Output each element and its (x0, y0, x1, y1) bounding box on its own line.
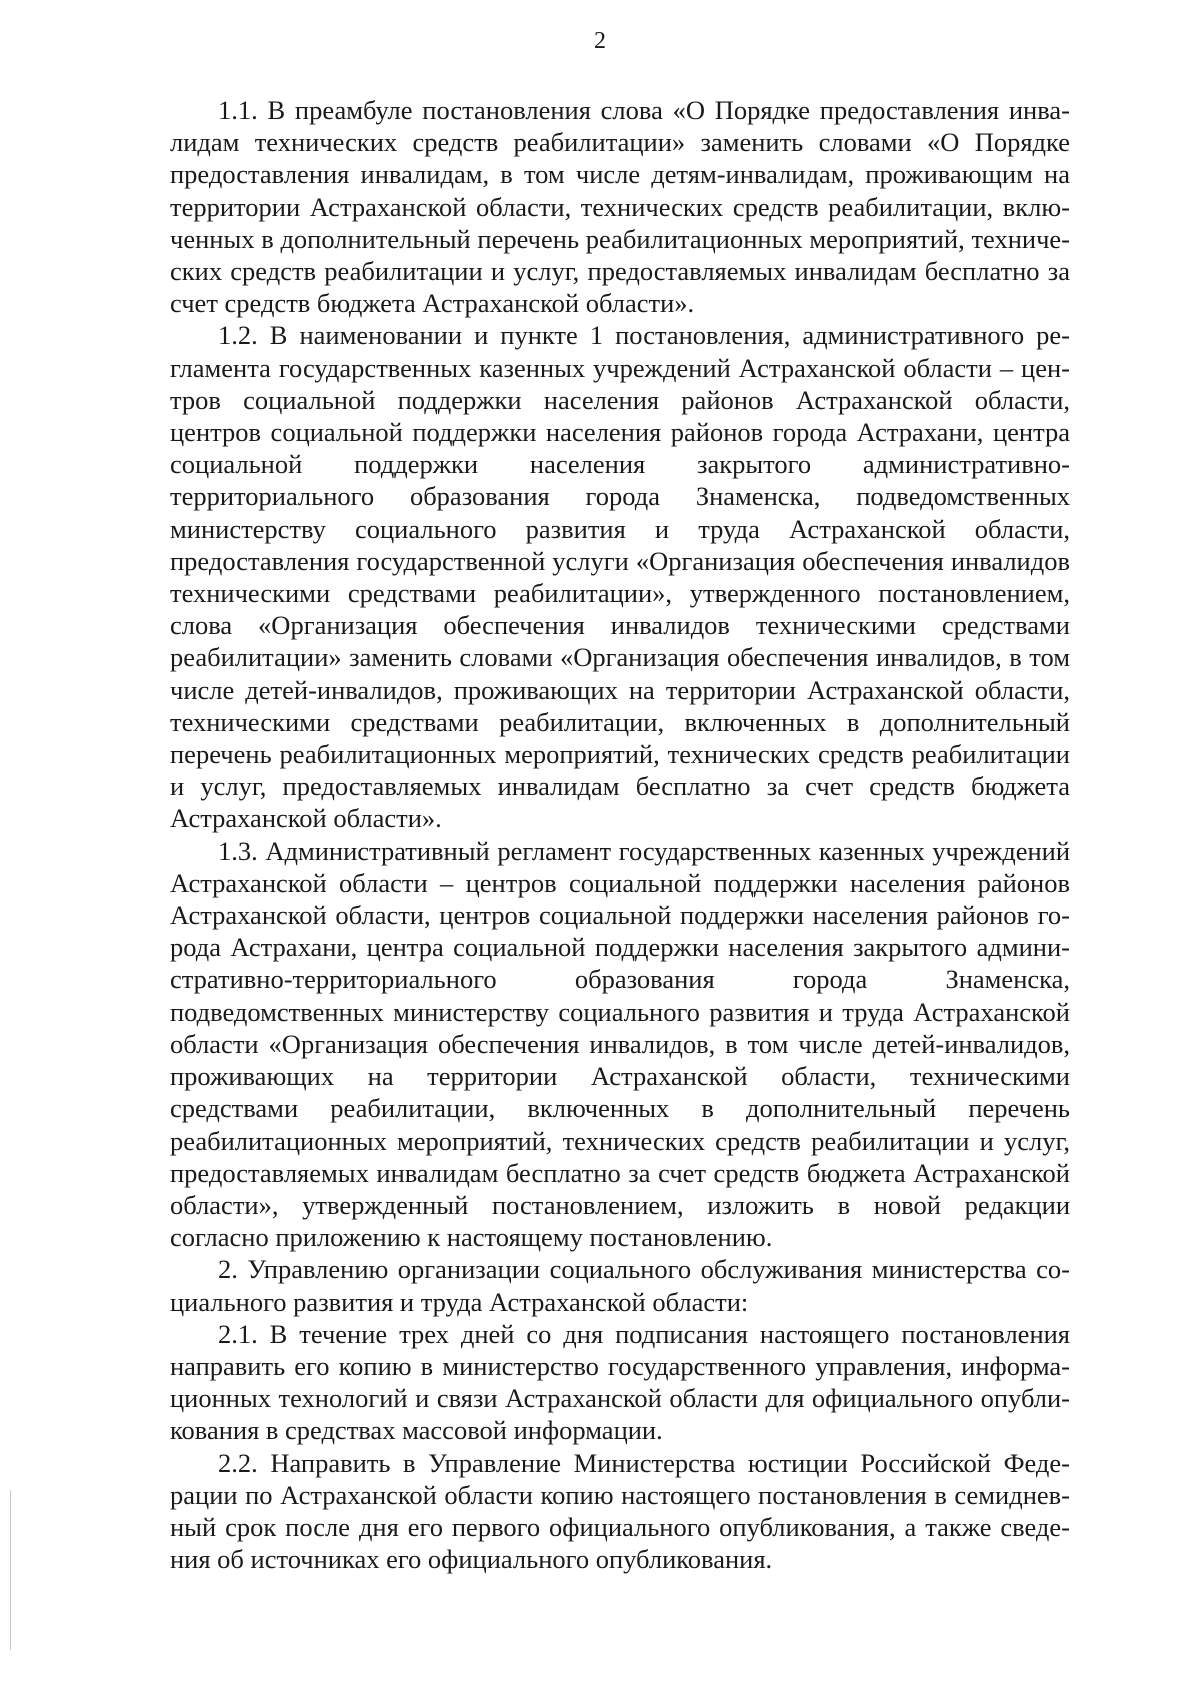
paragraph-2-1: 2.1. В течение трех дней со дня подписания настоящего постановления направить его копию в министерство государственного управления, информационных технологий и связи Астраханской области для официального опубликования в средствах массовой информации. (170, 1318, 1070, 1446)
paragraph-2-2: 2.2. Направить в Управление Министерства юстиции Российской Федерации по Астраханской области копию настоящего постановления в семидневный срок после дня его первого официального опубликования, а также сведения об источниках его официального опубликования. (170, 1447, 1070, 1575)
paragraph-1-2: 1.2. В наименовании и пункте 1 постановления, административного регламента государственных казенных учреждений Астраханской области – центров социальной поддержки населения районов Астраханской области, центров социальной поддержки населения районов города Астрахани, центра социальной поддержки населения закрытого административно-территориального образования города Знаменска, подведомственных министерству социального развития и труда Астраханской области, предоставления государственной услуги «Организация обеспечения инвалидов техническими средствами реабилитации», утвержденного постановлением, слова «Организация обеспечения инвалидов техническими средствами реабилитации» заменить словами «Организация обеспечения инвалидов, в том числе детей-инвалидов, проживающих на территории Астраханской области, техническими средствами реабилитации, включенных в дополнительный перечень реабилитационных мероприятий, технических средств реабилитации и услуг, предоставляемых инвалидам бесплатно за счет средств бюджета Астраханской области». (170, 320, 1070, 834)
document-body (170, 94, 1070, 1575)
paragraph-1-3: 1.3. Административный регламент государственных казенных учреждений Астраханской области – центров социальной поддержки населения районов Астраханской области, центров социальной поддержки населения районов города Астрахани, центра социальной поддержки населения закрытого административно-территориального образования города Знаменска, подведомственных министерству социального развития и труда Астраханской области «Организация обеспечения инвалидов, в том числе детей-инвалидов, проживающих на территории Астраханской области, техническими средствами реабилитации, включенных в дополнительный перечень реабилитационных мероприятий, технических средств реабилитации и услуг, предоставляемых инвалидам бесплатно за счет средств бюджета Астраханской области», утвержденный постановлением, изложить в новой редакции согласно приложению к настоящему постановлению. (170, 835, 1070, 1253)
paragraph-1-1: 1.1. В преамбуле постановления слова «О Порядке предоставления инвалидам технических средств реабилитации» заменить словами «О Порядке предоставления инвалидам, в том числе детям-инвалидам, проживающим на территории Астраханской области, технических средств реабилитации, включенных в дополнительный перечень реабилитационных мероприятий, технических средств реабилитации и услуг, предоставляемых инвалидам бесплатно за счет средств бюджета Астраханской области». (170, 95, 1070, 319)
paragraph-2: 2. Управлению организации социального обслуживания министерства социального развития и труда Астраханской области: (170, 1254, 1070, 1317)
page-number: 2 (594, 28, 606, 54)
scan-edge-line (10, 1490, 11, 1650)
